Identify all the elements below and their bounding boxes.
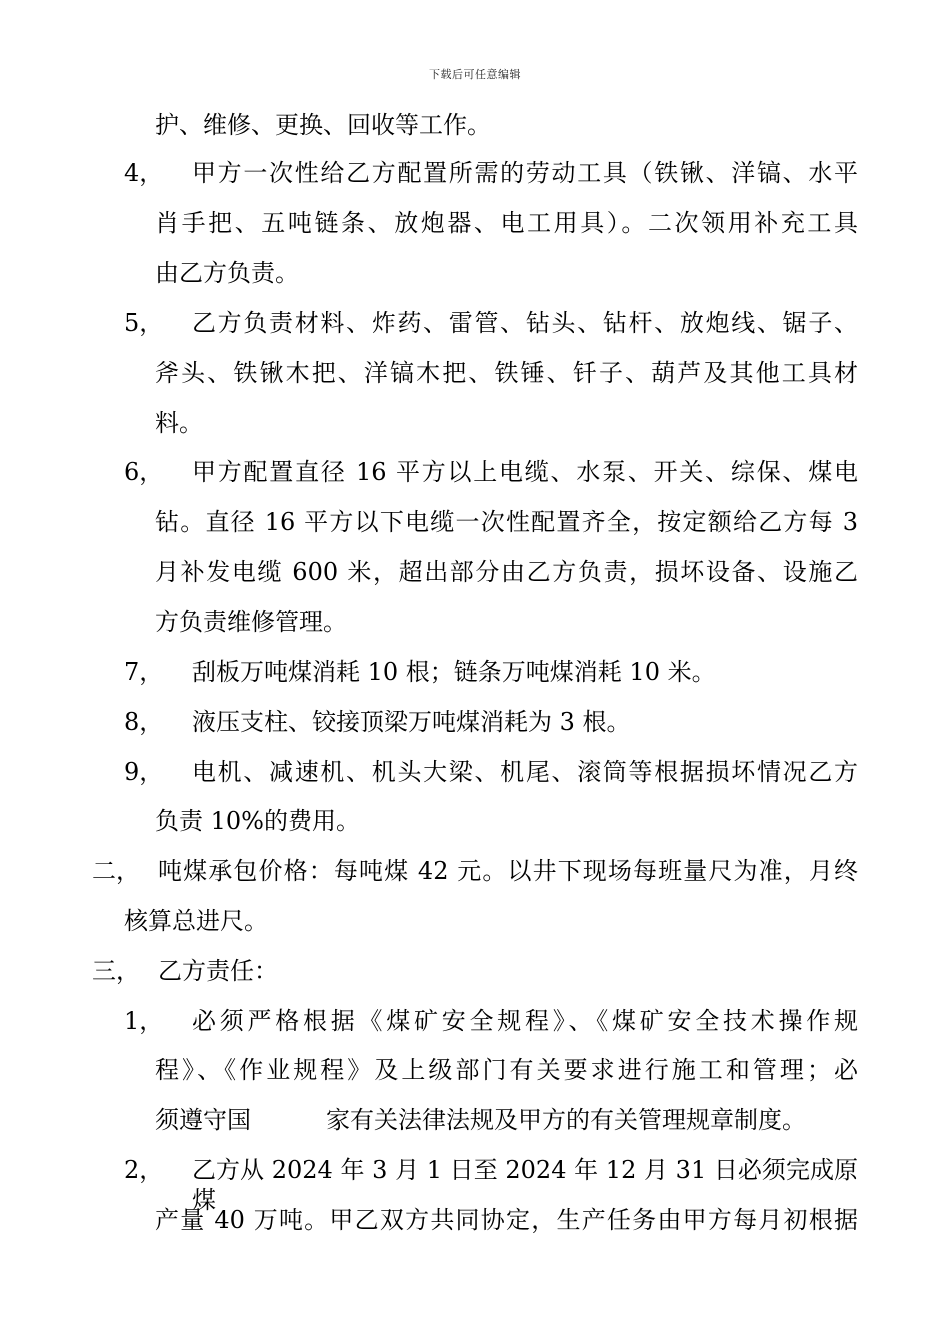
section-number: 二，: [92, 857, 140, 885]
text-line: 甲方一次性给乙方配置所需的劳动工具（铁锹、洋镐、水平: [192, 159, 858, 187]
text-line: 刮板万吨煤消耗 10 根；链条万吨煤消耗 10 米。: [192, 658, 716, 686]
text-line: 料。: [155, 409, 203, 437]
text-line: 护、维修、更换、回收等工作。: [155, 111, 491, 139]
text-line: 乙方负责材料、炸药、雷管、钻头、钻杆、放炮线、锯子、: [192, 309, 858, 337]
text-line: 斧头、铁锹木把、洋镐木把、铁锤、钎子、葫芦及其他工具材: [155, 359, 858, 387]
text-line: 负责 10%的费用。: [155, 807, 360, 835]
text-line: 肖手把、五吨链条、放炮器、电工用具）。二次领用补充工具: [155, 209, 858, 237]
text-line: 乙方从 2024 年 3 月 1 日至 2024 年 12 月 31 日必须完成原煤: [192, 1156, 858, 1214]
page-header: 下载后可任意编辑: [429, 68, 521, 81]
text-line: 钻。直径 16 平方以下电缆一次性配置齐全，按定额给乙方每 3: [155, 508, 858, 536]
text-line: 月补发电缆 600 米，超出部分由乙方负责，损坏设备、设施乙: [155, 558, 858, 586]
item-number: 9，: [124, 758, 164, 786]
item-number: 6，: [124, 458, 164, 486]
text-line: 方负责维修管理。: [155, 608, 347, 636]
text-line: 电机、减速机、机头大梁、机尾、滚筒等根据损坏情况乙方: [192, 758, 858, 786]
text-line: 吨煤承包价格：每吨煤 42 元。以井下现场每班量尺为准，月终: [158, 857, 858, 885]
text-line: 甲方配置直径 16 平方以上电缆、水泵、开关、综保、煤电: [192, 458, 858, 486]
text-line: 必须严格根据《煤矿安全规程》、《煤矿安全技术操作规: [192, 1007, 858, 1035]
text-line: 核算总进尺。: [124, 907, 268, 935]
text-line: 须遵守国: [155, 1106, 251, 1134]
item-number: 1，: [124, 1007, 164, 1035]
item-number: 8，: [124, 708, 164, 736]
item-number: 7，: [124, 658, 164, 686]
item-number: 2，: [124, 1156, 164, 1184]
text-line: 程》、《作业规程》及上级部门有关要求进行施工和管理；必: [155, 1056, 858, 1084]
text-line: 由乙方负责。: [155, 259, 299, 287]
section-number: 三，: [92, 957, 140, 985]
item-number: 4，: [124, 159, 164, 187]
section-title: 乙方责任：: [158, 957, 278, 985]
text-line: 家有关法律法规及甲方的有关管理规章制度。: [326, 1106, 806, 1134]
text-line: 液压支柱、铰接顶梁万吨煤消耗为 3 根。: [192, 708, 631, 736]
text-line: 产量 40 万吨。甲乙双方共同协定，生产任务由甲方每月初根据: [155, 1206, 858, 1234]
item-number: 5，: [124, 309, 164, 337]
